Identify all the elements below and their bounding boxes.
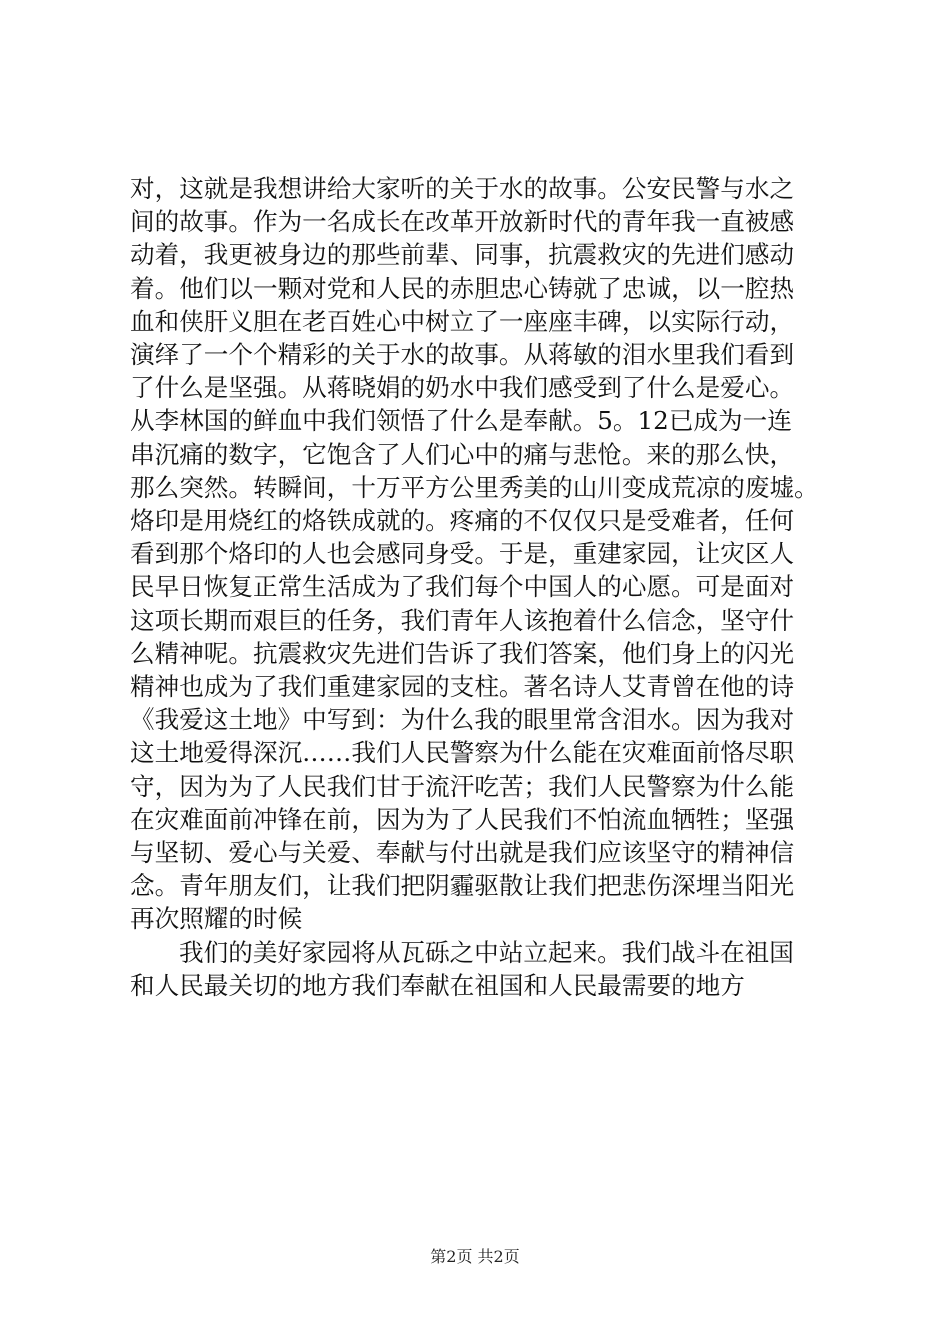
text-line: 这项长期而艰巨的任务，我们青年人该抱着什么信念，坚守什 bbox=[130, 605, 795, 635]
text-line: 看到那个烙印的人也会感同身受。于是，重建家园，让灾区人 bbox=[130, 539, 795, 569]
text-line: 精神也成为了我们重建家园的支柱。著名诗人艾青曾在他的诗 bbox=[130, 672, 795, 702]
body-text bbox=[130, 172, 830, 1002]
text-line: 么精神呢。抗震救灾先进们告诉了我们答案，他们身上的闪光 bbox=[130, 638, 795, 668]
paragraph-2 bbox=[130, 936, 830, 1002]
text-line: 守，因为为了人民我们甘于流汗吃苦；我们人民警察为什么能 bbox=[130, 771, 795, 801]
text-line: 动着，我更被身边的那些前辈、同事，抗震救灾的先进们感动 bbox=[130, 240, 795, 270]
text-line: 与坚韧、爱心与关爱、奉献与付出就是我们应该坚守的精神信 bbox=[130, 838, 795, 868]
text-line: 间的故事。作为一名成长在改革开放新时代的青年我一直被感 bbox=[130, 207, 795, 237]
text-line: 《我爱这土地》中写到：为什么我的眼里常含泪水。因为我对 bbox=[130, 705, 795, 735]
paragraph-1 bbox=[130, 172, 830, 936]
page-number-footer: 第2页 共2页 bbox=[430, 1247, 520, 1266]
text-line: 演绎了一个个精彩的关于水的故事。从蒋敏的泪水里我们看到 bbox=[130, 340, 795, 370]
text-line: 从李林国的鲜血中我们领悟了什么是奉献。5。12已成为一连 bbox=[130, 406, 792, 436]
text-line: 我们的美好家园将从瓦砾之中站立起来。我们战斗在祖国 bbox=[179, 937, 794, 967]
text-line: 着。他们以一颗对党和人民的赤胆忠心铸就了忠诚，以一腔热 bbox=[130, 273, 795, 303]
text-line: 串沉痛的数字，它饱含了人们心中的痛与悲怆。来的那么快， bbox=[130, 439, 795, 469]
text-line: 了什么是坚强。从蒋晓娟的奶水中我们感受到了什么是爱心。 bbox=[130, 373, 795, 403]
text-line: 和人民最关切的地方我们奉献在祖国和人民最需要的地方 bbox=[130, 970, 745, 1000]
text-line: 那么突然。转瞬间，十万平方公里秀美的山川变成荒凉的废墟。 bbox=[130, 472, 819, 502]
text-line: 念。青年朋友们，让我们把阴霾驱散让我们把悲伤深埋当阳光 bbox=[130, 871, 795, 901]
text-line: 民早日恢复正常生活成为了我们每个中国人的心愿。可是面对 bbox=[130, 572, 795, 602]
text-line: 这土地爱得深沉……我们人民警察为什么能在灾难面前恪尽职 bbox=[130, 738, 795, 768]
text-line: 血和侠肝义胆在老百姓心中树立了一座座丰碑，以实际行动， bbox=[130, 306, 795, 336]
text-line: 在灾难面前冲锋在前，因为为了人民我们不怕流血牺牲；坚强 bbox=[130, 804, 795, 834]
text-line: 对，这就是我想讲给大家听的关于水的故事。公安民警与水之 bbox=[130, 174, 795, 203]
text-line: 烙印是用烧红的烙铁成就的。疼痛的不仅仅只是受难者，任何 bbox=[130, 506, 795, 536]
text-line: 再次照耀的时候 bbox=[130, 904, 303, 934]
